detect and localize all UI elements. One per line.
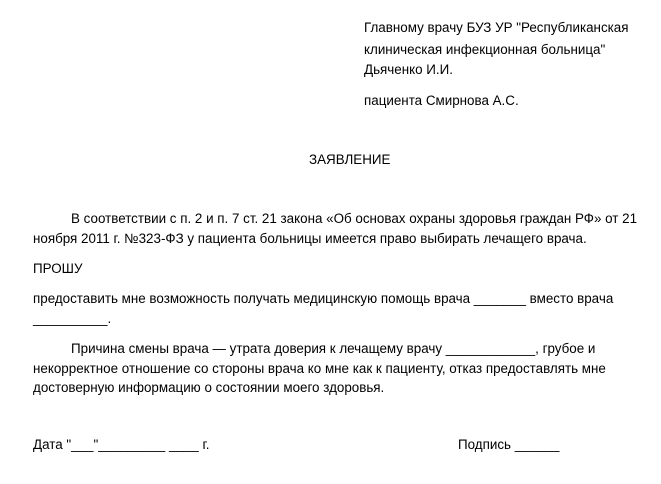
patient-line: пациента Смирнова А.С. xyxy=(364,93,519,108)
paragraph-request-line-2: __________. xyxy=(33,311,112,326)
signature-field: Подпись ______ xyxy=(458,437,560,452)
addressee-line-1: Главному врачу БУЗ УР "Республиканская xyxy=(364,20,629,35)
date-field: Дата "___"_________ ____ г. xyxy=(33,437,210,452)
paragraph-reason-line-2: некорректное отношение со стороны врача ко мне как к пациенту, отказ предоставлять мне xyxy=(33,361,606,376)
paragraph-request-line-1: предоставить мне возможность получать медицинскую помощь врача _______ вместо врача xyxy=(33,291,614,306)
document-title: ЗАЯВЛЕНИЕ xyxy=(309,152,391,167)
paragraph-basis-line-2: ноября 2011 г. №323-ФЗ у пациента больницы имеется право выбирать лечащего врача. xyxy=(33,231,587,246)
paragraph-reason-line-1: Причина смены врача — утрата доверия к лечащему врачу ____________, грубое и xyxy=(71,341,596,356)
paragraph-basis-line-1: В соответствии с п. 2 и п. 7 ст. 21 закона «Об основах охраны здоровья граждан РФ» от 21 xyxy=(71,211,638,226)
addressee-line-2: клиническая инфекционная больница" xyxy=(364,42,606,57)
paragraph-reason-line-3: достоверную информацию о состоянии моего здоровья. xyxy=(33,380,385,395)
request-heading: ПРОШУ xyxy=(33,261,83,276)
addressee-line-3: Дьяченко И.И. xyxy=(364,62,453,77)
